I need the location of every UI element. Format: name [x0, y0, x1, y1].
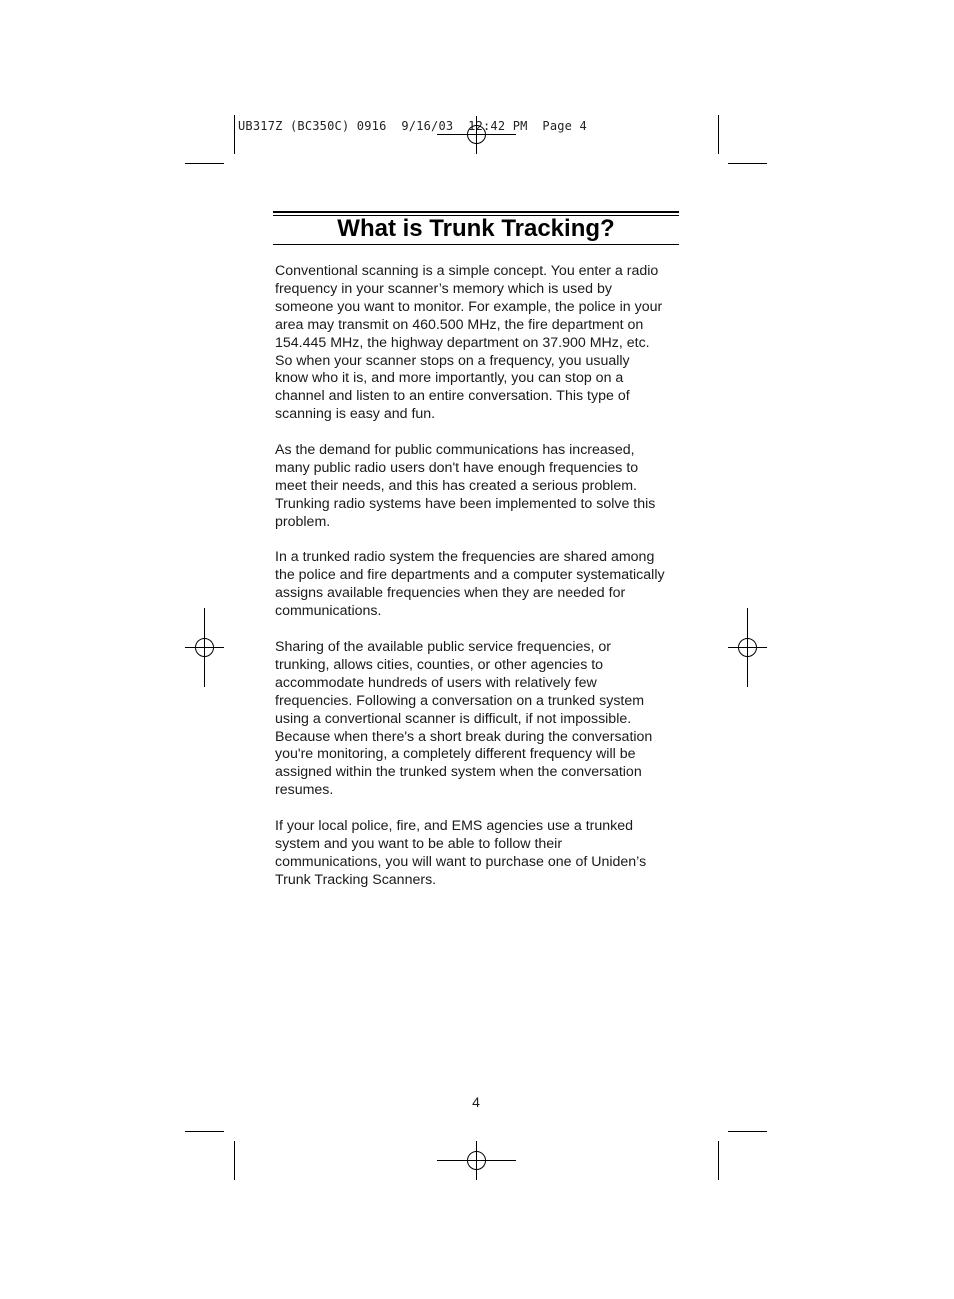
text-line: resumes. — [275, 782, 334, 799]
body-paragraph — [275, 263, 685, 424]
text-line: So when your scanner stops on a frequency, you usually — [275, 352, 630, 369]
text-line: Sharing of the available public service frequencies, or — [275, 638, 611, 655]
text-line: In a trunked radio system the frequencies are shared among — [275, 549, 655, 566]
title-rule-top — [273, 211, 679, 213]
text-line: frequency in your scanner’s memory which is used by — [275, 280, 612, 297]
text-line: accommodate hundreds of users with relatively few — [275, 674, 597, 691]
text-line: area may transmit on 460.500 MHz, the fire department on — [275, 316, 644, 333]
text-line: scanning is easy and fun. — [275, 406, 436, 423]
body-paragraph — [275, 442, 685, 532]
text-line: many public radio users don't have enough frequencies to — [275, 459, 639, 476]
text-line: the police and fire departments and a computer systematically — [275, 567, 665, 584]
body-paragraph — [275, 818, 685, 890]
text-line: system and you want to be able to follow their — [275, 835, 563, 852]
text-line: know who it is, and more importantly, you can stop on a — [275, 370, 624, 387]
text-line: Trunk Tracking Scanners. — [275, 871, 437, 888]
text-line: frequencies. Following a conversation on a trunked system — [275, 692, 645, 709]
text-line: Trunking radio systems have been implemented to solve this — [275, 495, 656, 512]
page-title: What is Trunk Tracking? — [337, 215, 615, 242]
text-line: Conventional scanning is a simple concept. You enter a radio — [275, 263, 659, 279]
print-slug: UB317Z (BC350C) 0916 9/16/03 12:42 PM Page 4 — [238, 119, 587, 133]
title-block — [273, 211, 679, 246]
text-line: If your local police, fire, and EMS agencies use a trunked — [275, 818, 634, 835]
text-line: assigned within the trunked system when the conversation — [275, 764, 642, 781]
body-text — [275, 263, 685, 908]
text-line: assigns available frequencies when they are needed for — [275, 585, 626, 602]
registration-mark-top — [437, 116, 516, 154]
registration-mark-left — [185, 608, 224, 687]
registration-mark-right — [728, 608, 767, 687]
body-paragraph — [275, 639, 685, 800]
text-line: 154.445 MHz, the highway department on 37.900 MHz, etc. — [275, 334, 650, 351]
text-line: channel and listen to an entire conversation. This type of — [275, 388, 630, 405]
text-line: trunking, allows cities, counties, or other agencies to — [275, 656, 604, 673]
text-line: problem. — [275, 513, 331, 530]
text-line: communications, you will want to purchase one of Uniden’s — [275, 853, 647, 870]
text-line: Because when there's a short break during the conversation — [275, 728, 653, 745]
text-line: someone you want to monitor. For example, the police in your — [275, 298, 663, 315]
body-paragraph — [275, 549, 685, 621]
title-rule-bottom — [273, 244, 679, 245]
text-line: As the demand for public communications has increased, — [275, 442, 635, 459]
text-line: meet their needs, and this has created a serious problem. — [275, 477, 637, 494]
text-line: you're monitoring, a completely different frequency will be — [275, 746, 636, 763]
registration-mark-bottom — [437, 1141, 516, 1180]
text-line: using a convertional scanner is difficult, if not impossible. — [275, 710, 632, 727]
page-number: 4 — [472, 1094, 480, 1110]
text-line: communications. — [275, 603, 382, 620]
